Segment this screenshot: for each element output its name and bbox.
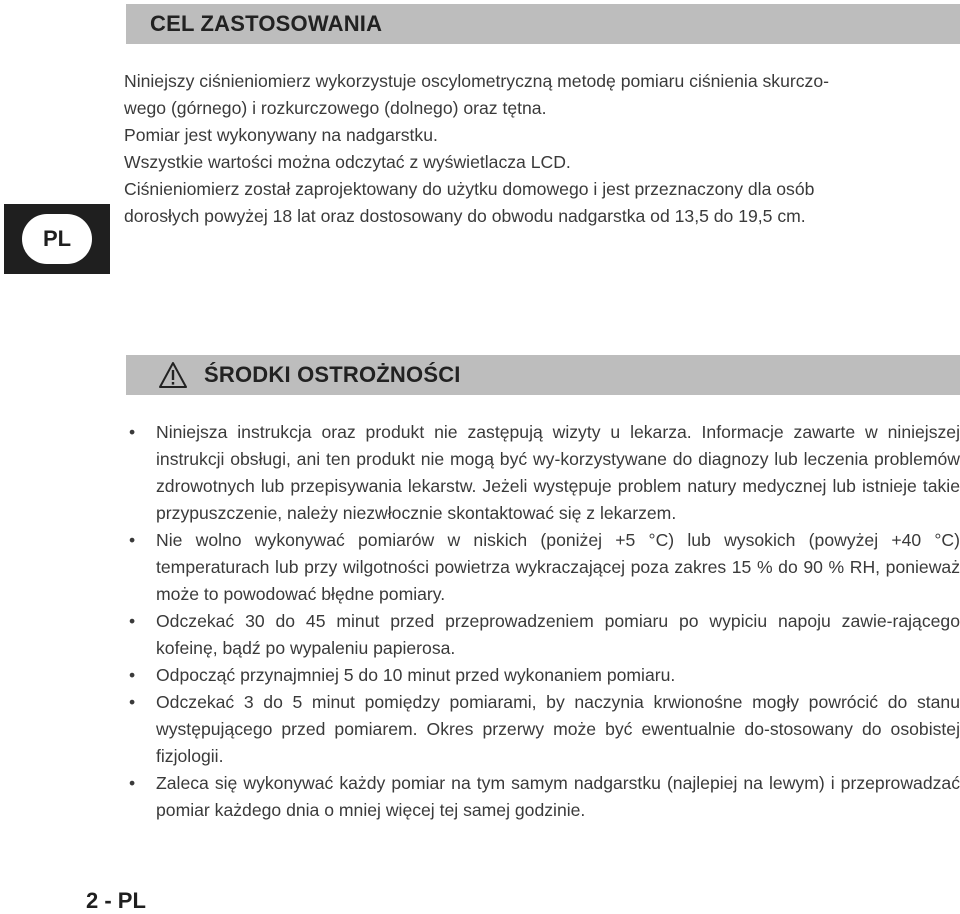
bullet-marker: • (129, 611, 136, 631)
list-item-text: Odpocząć przynajmniej 5 do 10 minut przed wykonaniem pomiaru. (156, 665, 676, 685)
intended-use-text (124, 68, 958, 230)
language-badge: PL (22, 214, 92, 264)
page-number: 2 - PL (86, 888, 146, 913)
bullet-marker: • (129, 773, 136, 793)
list-item-text: Odczekać 3 do 5 minut pomiędzy pomiarami, by naczynia krwionośne mogły powrócić do stanu występującego przed pomiarem. Okres przerwy może być ewentualnie do-stosowany do osobistej fizjologii. (156, 692, 960, 766)
intro-line: Wszystkie wartości można odczytać z wyświetlacza LCD. (124, 152, 571, 172)
section-header-cel-zastosowania (126, 4, 960, 44)
intro-line: Ciśnieniomierz został zaprojektowany do użytku domowego i jest przeznaczony dla osób (124, 179, 815, 199)
list-item (126, 608, 960, 662)
list-item-text: Niniejsza instrukcja oraz produkt nie zastępują wizyty u lekarza. Informacje zawarte w niniejszej instrukcji obsługi, ani ten produkt nie mogą być wy-korzystywane do diagnozy lub leczenia problemów zdrowotnych lub przepisywania lekarstw. Jeżeli występuje problem natury medycznej lub istnieje takie przypuszczenie, należy niezwłocznie skontaktować się z lekarzem. (156, 422, 960, 523)
list-item-text: Nie wolno wykonywać pomiarów w niskich (poniżej +5 °C) lub wysokich (powyżej +40 °C) temperaturach lub przy wilgotności powietrza wykraczającej poza zakres 15 % do 90 % RH, ponieważ może to powodować błędne pomiary. (156, 530, 960, 604)
section-header-srodki-ostroznosci (126, 355, 960, 395)
section-title: ŚRODKI OSTROŻNOŚCI (204, 362, 461, 387)
bullet-marker: • (129, 422, 136, 442)
list-item-text: Zaleca się wykonywać każdy pomiar na tym samym nadgarstku (najlepiej na lewym) i przeprowadzać pomiar każdego dnia o mniej więcej tej samej godzinie. (156, 773, 960, 820)
section-title: CEL ZASTOSOWANIA (150, 11, 383, 36)
intro-line: wego (górnego) i rozkurczowego (dolnego) oraz tętna. (124, 98, 547, 118)
intro-line: Pomiar jest wykonywany na nadgarstku. (124, 125, 438, 145)
list-item (126, 770, 960, 824)
list-item-text: Odczekać 30 do 45 minut przed przeprowadzeniem pomiaru po wypiciu napoju zawie-rającego kofeinę, bądź po wypaleniu papierosa. (156, 611, 960, 658)
bullet-marker: • (129, 530, 136, 550)
bullet-marker: • (129, 692, 136, 712)
list-item (126, 689, 960, 770)
intro-line: dorosłych powyżej 18 lat oraz dostosowany do obwodu nadgarstka od 13,5 do 19,5 cm. (124, 206, 806, 226)
precautions-list (126, 419, 960, 824)
list-item (126, 419, 960, 527)
list-item (126, 527, 960, 608)
list-item (126, 662, 960, 689)
bullet-marker: • (129, 665, 136, 685)
intro-line: Niniejszy ciśnieniomierz wykorzystuje oscylometryczną metodę pomiaru ciśnienia skurczo- (124, 71, 829, 91)
language-tab (4, 204, 110, 274)
warning-triangle-icon (158, 361, 188, 389)
